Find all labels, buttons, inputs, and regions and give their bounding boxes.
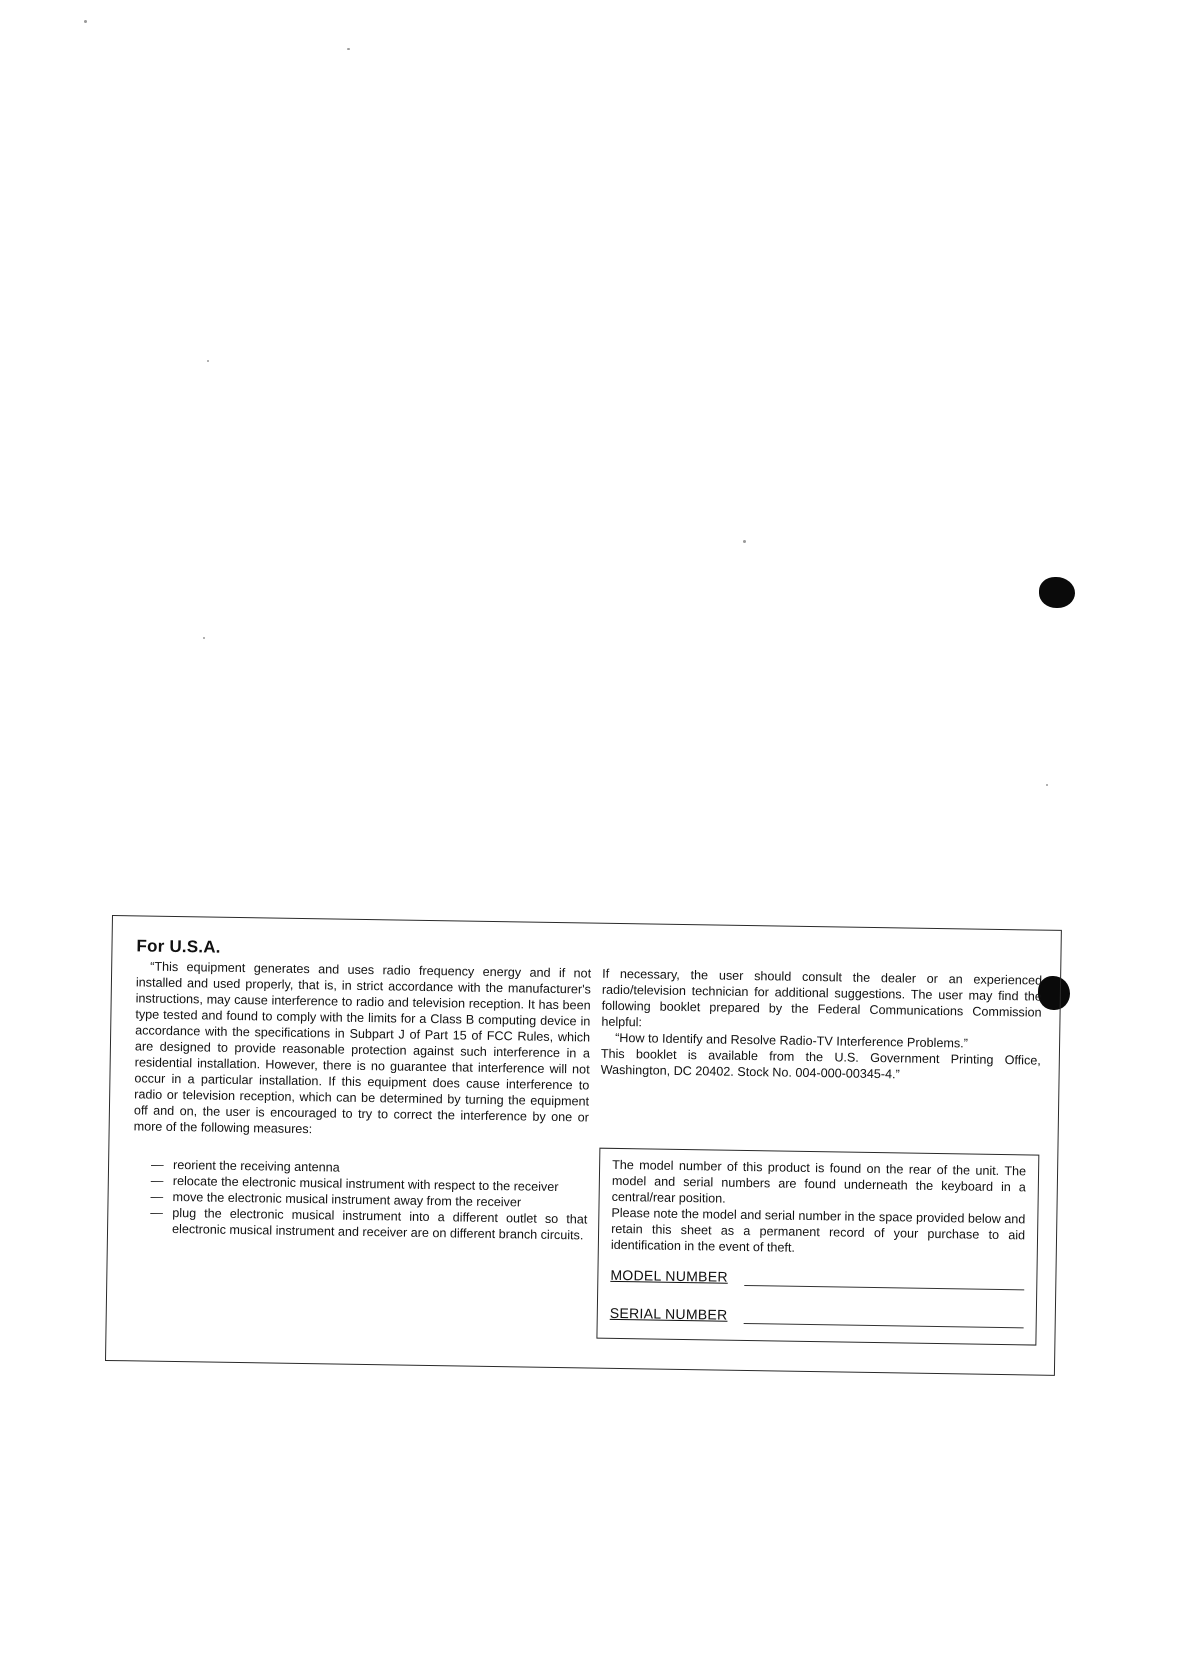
measure-item: — move the electronic musical instrument away from the receiver	[132, 1188, 587, 1211]
model-serial-box	[596, 1148, 1039, 1346]
scan-speck	[347, 48, 350, 50]
model-number-field[interactable]	[610, 1253, 1025, 1297]
notice-left-column	[132, 958, 591, 1243]
scan-speck	[207, 360, 209, 362]
punch-hole-mark	[1039, 577, 1075, 608]
scan-speck	[743, 540, 746, 543]
measure-item: — relocate the electronic musical instrument with respect to the receiver	[133, 1172, 588, 1195]
scan-speck	[203, 637, 205, 639]
notice-right-column	[601, 966, 1043, 1085]
model-number-line[interactable]	[744, 1285, 1024, 1290]
scan-speck	[1046, 784, 1048, 786]
notice-title: For U.S.A.	[136, 936, 221, 957]
scan-speck	[84, 20, 87, 23]
fcc-notice-box	[105, 915, 1062, 1376]
serial-number-line[interactable]	[744, 1323, 1024, 1328]
measure-item: — plug the electronic musical instrument into a different outlet so that electronic musical instrument and receiver are on different branch circuits.	[132, 1204, 587, 1243]
consult-text: If necessary, the user should consult the dealer or an experienced radio/television technician for additional suggestions. The user may find the following booklet prepared by the Federal Communications Commission helpful:	[601, 966, 1043, 1030]
booklet-source: This booklet is available from the U.S. Government Printing Office, Washington, DC 20402. Stock No. 004-000-00345-4.”	[600, 1046, 1041, 1082]
booklet-title: “How to Identify and Resolve Radio-TV Interference Problems.”	[615, 1030, 968, 1051]
model-instruction-text: Please note the model and serial number in the space provided below and retain this sheet as a permanent record of your purchase to aid identification in the event of theft.	[610, 1205, 1026, 1255]
serial-number-label: SERIAL NUMBER	[609, 1304, 728, 1323]
measures-list	[132, 1156, 588, 1243]
model-location-text: The model number of this product is found on the rear of the unit. The model and serial numbers are found underneath the keyboard in a central/rear position.	[611, 1157, 1027, 1206]
measure-item: — reorient the receiving antenna	[133, 1156, 588, 1179]
serial-number-field[interactable]	[610, 1291, 1025, 1335]
model-number-label: MODEL NUMBER	[610, 1266, 728, 1285]
fcc-statement: “This equipment generates and uses radio frequency energy and if not installed and used properly, that is, in strict accordance with the manufacturer's instructions, may cause interference to radio and television reception. It has been type tested and found to comply with the limits for a Class B computing device in accordance with the specifications in Subpart J of Part 15 of FCC Rules, which are designed to provide reasonable protection against such interference in a residential installation. However, there is no guarantee that interference will not occur in a particular installation. If this equipment does cause interference to radio or television reception, which can be determined by turning the equipment off and on, the user is encouraged to try to correct the interference by one or more of the following measures:	[133, 959, 592, 1137]
